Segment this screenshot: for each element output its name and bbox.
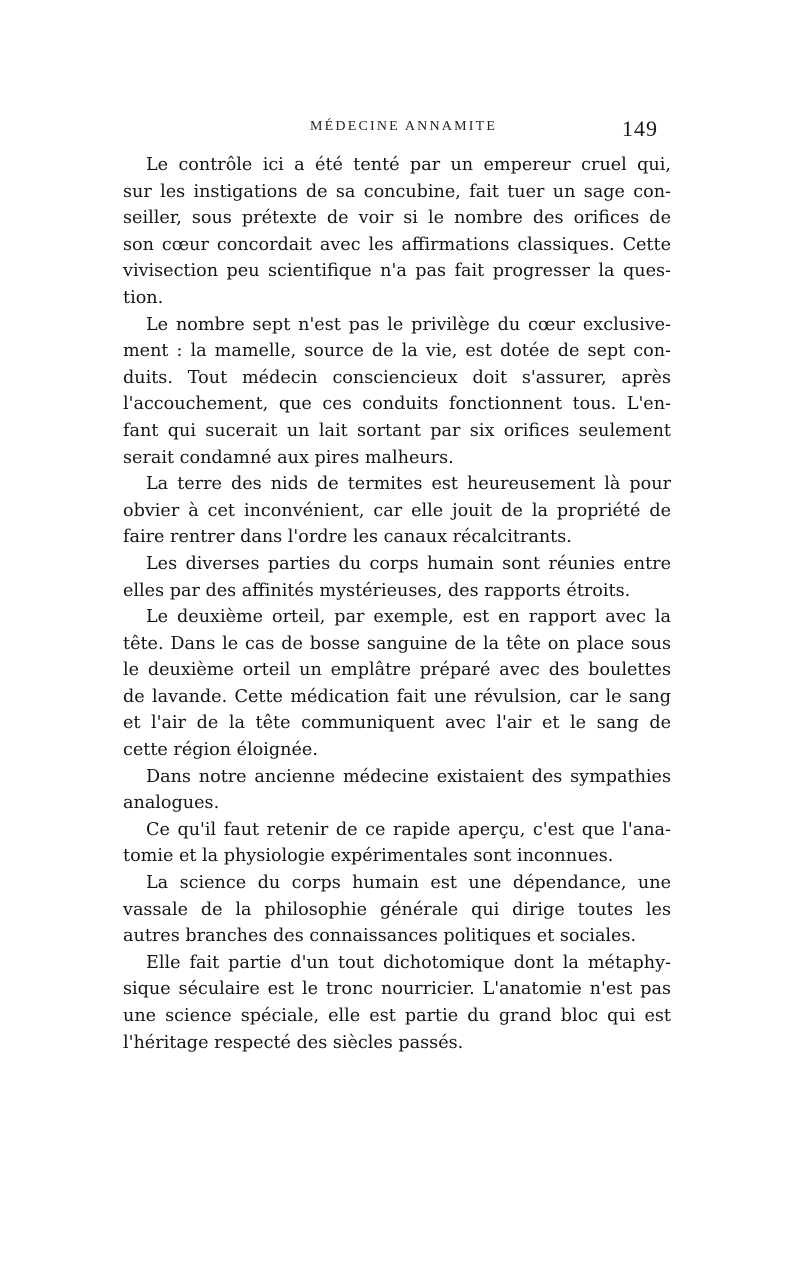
text-line: Le deuxième orteil, par exemple, est en rapport avec la bbox=[146, 607, 671, 628]
text-line: obvier à cet inconvénient, car elle jouit de la propriété de bbox=[123, 500, 671, 521]
paragraph bbox=[123, 152, 671, 312]
text-line: Les diverses parties du corps humain sont réunies entre bbox=[146, 553, 671, 574]
text-line: cette région éloignée. bbox=[123, 740, 318, 761]
paragraph bbox=[123, 604, 671, 764]
text-line: Ce qu'il faut retenir de ce rapide aperçu, c'est que l'ana- bbox=[146, 819, 671, 840]
paragraph bbox=[123, 764, 671, 817]
paragraph bbox=[123, 950, 671, 1056]
paragraph bbox=[123, 870, 671, 950]
paragraph bbox=[123, 551, 671, 604]
text-line: vivisection peu scientifique n'a pas fait progresser la ques- bbox=[123, 261, 671, 282]
text-line: tête. Dans le cas de bosse sanguine de la tête on place sous bbox=[123, 633, 671, 654]
text-line: elles par des affinités mystérieuses, des rapports étroits. bbox=[123, 580, 631, 601]
text-line: La science du corps humain est une dépendance, une bbox=[146, 873, 671, 894]
text-line: une science spéciale, elle est partie du grand bloc qui est bbox=[123, 1006, 671, 1026]
paragraph bbox=[123, 817, 671, 870]
text-line: Le nombre sept n'est pas le privilège du cœur exclusive- bbox=[146, 314, 671, 335]
text-line: sur les instigations de sa concubine, fait tuer un sage con- bbox=[123, 181, 671, 202]
body-text bbox=[123, 152, 671, 1056]
text-line: son cœur concordait avec les affirmations classiques. Cette bbox=[123, 234, 671, 255]
paragraph bbox=[123, 312, 671, 472]
text-line: fant qui sucerait un lait sortant par six orifices seulement bbox=[123, 420, 671, 441]
text-line: le deuxième orteil un emplâtre préparé avec des boulettes bbox=[123, 660, 671, 681]
page-number: 149 bbox=[622, 116, 658, 141]
text-line: de lavande. Cette médication fait une révulsion, car le sang bbox=[123, 686, 671, 707]
text-line: faire rentrer dans l'ordre les canaux récalcitrants. bbox=[123, 527, 572, 548]
text-line: vassale de la philosophie générale qui dirige toutes les bbox=[123, 899, 671, 920]
text-line: seiller, sous prétexte de voir si le nombre des orifices de bbox=[123, 208, 671, 229]
text-line: sique séculaire est le tronc nourricier. L'anatomie n'est pas bbox=[123, 979, 671, 1000]
text-line: ment : la mamelle, source de la vie, est dotée de sept con- bbox=[123, 341, 671, 362]
text-line: tion. bbox=[123, 287, 164, 308]
text-line: et l'air de la tête communiquent avec l'air et le sang de bbox=[123, 713, 671, 734]
text-line: Dans notre ancienne médecine existaient des sympathies bbox=[146, 766, 671, 787]
text-line: l'accouchement, que ces conduits fonctionnent tous. L'en- bbox=[123, 394, 671, 415]
text-line: autres branches des connaissances politiques et sociales. bbox=[123, 926, 637, 947]
text-line: serait condamné aux pires malheurs. bbox=[123, 447, 454, 468]
text-line: analogues. bbox=[123, 793, 220, 814]
text-line: Le contrôle ici a été tenté par un empereur cruel qui, bbox=[146, 155, 671, 175]
running-title: MÉDECINE ANNAMITE bbox=[310, 119, 498, 134]
paragraph bbox=[123, 471, 671, 551]
text-line: Elle fait partie d'un tout dichotomique dont la métaphy- bbox=[146, 952, 671, 973]
text-line: tomie et la physiologie expérimentales sont inconnues. bbox=[123, 846, 614, 867]
page-header bbox=[123, 116, 658, 146]
text-line: duits. Tout médecin consciencieux doit s'assurer, après bbox=[123, 367, 671, 388]
text-line: La terre des nids de termites est heureusement là pour bbox=[146, 474, 671, 495]
text-line: l'héritage respecté des siècles passés. bbox=[123, 1032, 464, 1053]
